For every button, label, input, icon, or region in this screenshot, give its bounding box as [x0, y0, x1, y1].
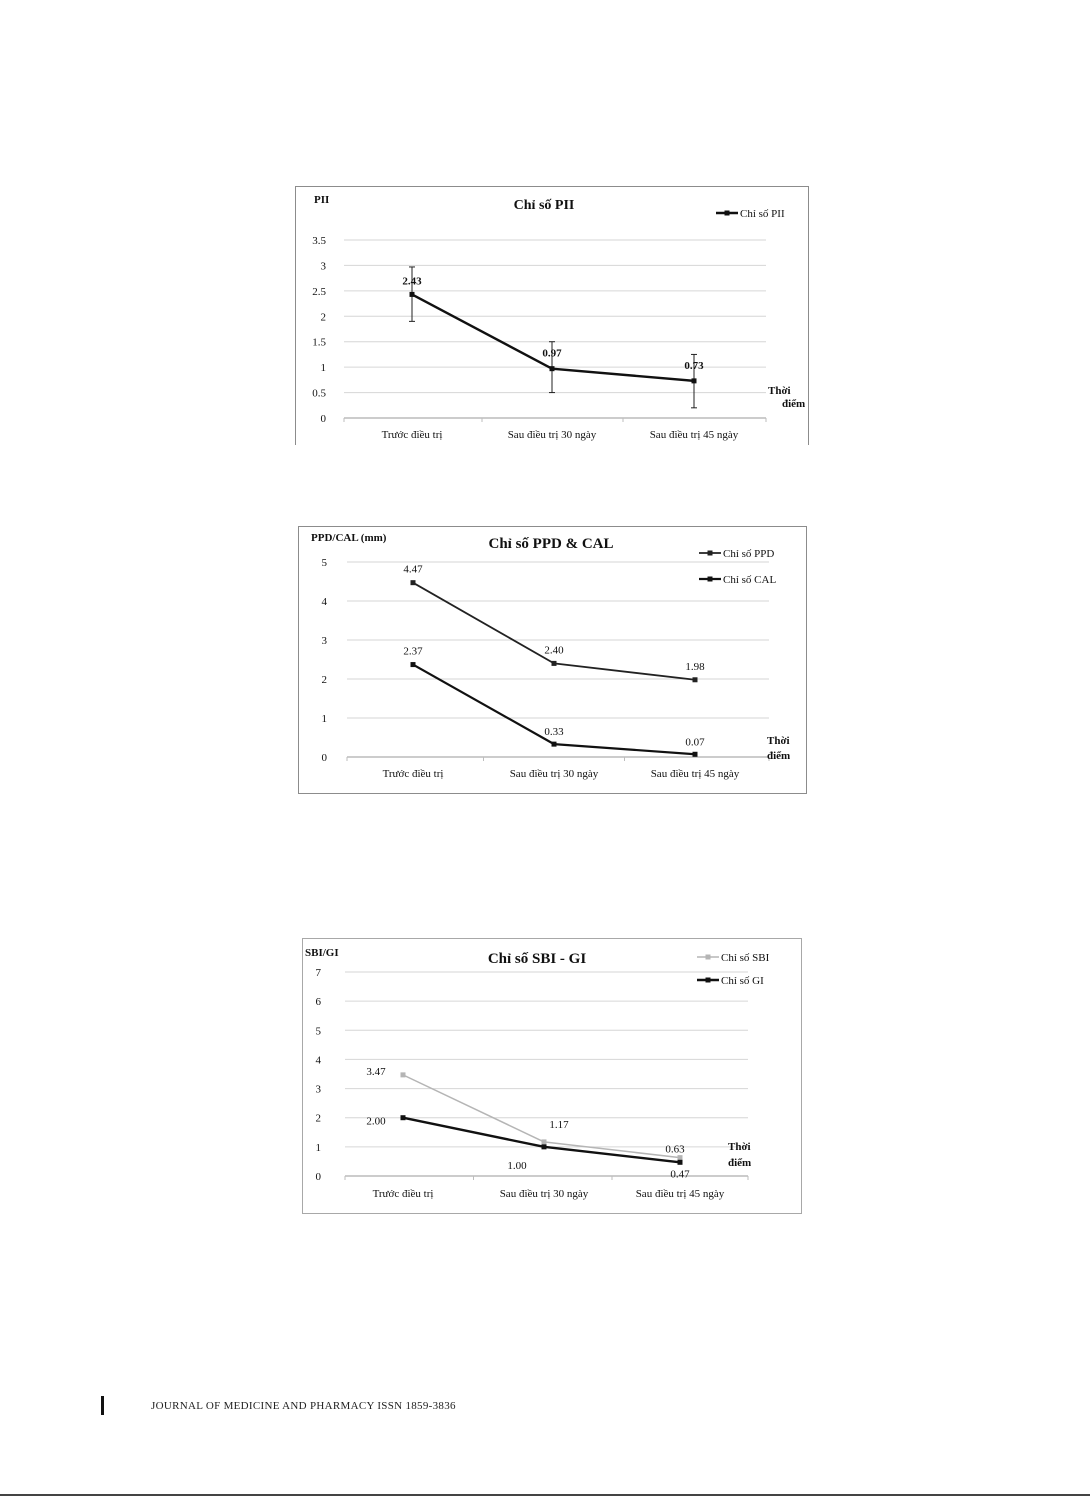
x-axis-label-line2: điểm — [728, 1157, 752, 1169]
y-axis-label: SBI/GI — [305, 947, 339, 959]
y-tick-label: 0.5 — [312, 387, 326, 400]
data-point — [678, 1155, 683, 1160]
chart-title: Chỉ số SBI - GI — [487, 951, 587, 967]
data-label: 0.97 — [542, 347, 562, 360]
y-axis-label: PPD/CAL (mm) — [311, 532, 387, 544]
chart-pii-svg — [296, 187, 808, 445]
legend-marker — [706, 978, 711, 983]
x-category-label: Sau điều trị 45 ngày — [650, 768, 740, 780]
data-point — [542, 1139, 547, 1144]
chart-sbi-gi — [302, 938, 802, 1214]
y-tick-label: 4 — [315, 1054, 321, 1067]
data-label: 0.63 — [665, 1143, 685, 1156]
y-tick-label: 5 — [321, 557, 327, 569]
y-tick-label: 0 — [321, 752, 327, 764]
y-tick-label: 0 — [315, 1171, 321, 1183]
data-label: 1.00 — [507, 1159, 527, 1172]
x-category-label: Trước điều trị — [381, 429, 443, 441]
data-label: 2.40 — [544, 644, 564, 657]
y-tick-label: 2 — [320, 311, 326, 324]
x-category-label: Sau điều trị 30 ngày — [507, 429, 597, 441]
data-point — [552, 661, 557, 666]
legend-marker — [708, 577, 713, 582]
data-point — [410, 292, 415, 297]
data-point — [401, 1115, 406, 1120]
data-point — [692, 378, 697, 383]
data-label: 2.43 — [402, 275, 422, 288]
legend-label: Chỉ số PII — [740, 208, 785, 220]
data-point — [542, 1144, 547, 1149]
y-tick-label: 3 — [315, 1083, 321, 1096]
data-point — [693, 752, 698, 757]
chart-sbi-gi-svg — [303, 939, 801, 1213]
footer-rule-mark — [101, 1396, 104, 1415]
y-tick-label: 1 — [321, 713, 327, 725]
legend-marker — [706, 955, 711, 960]
y-tick-label: 1.5 — [312, 336, 326, 349]
y-tick-label: 4 — [321, 596, 327, 608]
x-category-label: Trước điều trị — [372, 1188, 434, 1200]
chart-pii — [295, 186, 809, 445]
legend-label: Chỉ số CAL — [723, 574, 777, 586]
y-tick-label: 2.5 — [312, 285, 326, 298]
x-axis-label-line1: Thời — [768, 385, 791, 397]
data-label: 4.47 — [403, 563, 423, 576]
data-label: 1.98 — [685, 660, 705, 673]
legend-label: Chỉ số PPD — [723, 548, 775, 560]
x-category-label: Sau điều trị 30 ngày — [499, 1188, 589, 1200]
data-label: 2.37 — [403, 645, 423, 658]
data-point — [411, 580, 416, 585]
chart-ppd-cal — [298, 526, 807, 794]
page-bottom-rule — [0, 1494, 1090, 1496]
legend-marker — [725, 211, 730, 216]
y-tick-label: 1 — [320, 362, 326, 375]
data-point — [550, 366, 555, 371]
y-tick-label: 1 — [315, 1141, 321, 1154]
y-tick-label: 6 — [315, 996, 321, 1009]
x-axis-label-line1: Thời — [728, 1141, 751, 1153]
data-label: 0.33 — [544, 726, 564, 739]
chart-ppd-cal-svg — [299, 527, 806, 793]
data-point — [678, 1160, 683, 1165]
x-category-label: Sau điều trị 30 ngày — [509, 768, 599, 780]
y-tick-label: 2 — [321, 674, 327, 686]
y-tick-label: 3.5 — [312, 235, 326, 247]
y-tick-label: 0 — [320, 413, 326, 425]
data-label: 1.17 — [549, 1118, 569, 1131]
series-line — [413, 665, 695, 755]
data-label: 2.00 — [366, 1115, 386, 1128]
journal-footer: JOURNAL OF MEDICINE AND PHARMACY ISSN 1859-3836 — [151, 1400, 456, 1412]
data-label: 0.73 — [684, 359, 704, 372]
chart-title: Chỉ số PPD & CAL — [488, 536, 614, 552]
data-point — [401, 1072, 406, 1077]
legend-label: Chỉ số GI — [721, 975, 764, 987]
data-point — [411, 662, 416, 667]
data-point — [693, 677, 698, 682]
x-axis-label-line2: điểm — [767, 750, 791, 762]
y-tick-label: 7 — [315, 967, 321, 979]
data-point — [552, 742, 557, 747]
x-axis-label-line2: điểm — [782, 398, 806, 410]
chart-title: Chỉ số PII — [513, 198, 575, 213]
data-label: 3.47 — [366, 1065, 386, 1078]
legend-label: Chỉ số SBI — [721, 952, 770, 964]
y-axis-label: PII — [314, 194, 330, 206]
x-axis-label-line1: Thời — [767, 735, 790, 747]
data-label: 0.07 — [685, 736, 705, 749]
legend-marker — [708, 551, 713, 556]
y-tick-label: 3 — [321, 635, 327, 647]
y-tick-label: 5 — [315, 1025, 321, 1038]
data-label: 0.47 — [670, 1168, 690, 1181]
x-category-label: Trước điều trị — [382, 768, 444, 780]
y-tick-label: 2 — [315, 1112, 321, 1125]
y-tick-label: 3 — [320, 260, 326, 273]
x-category-label: Sau điều trị 45 ngày — [635, 1188, 725, 1200]
x-category-label: Sau điều trị 45 ngày — [649, 429, 739, 441]
